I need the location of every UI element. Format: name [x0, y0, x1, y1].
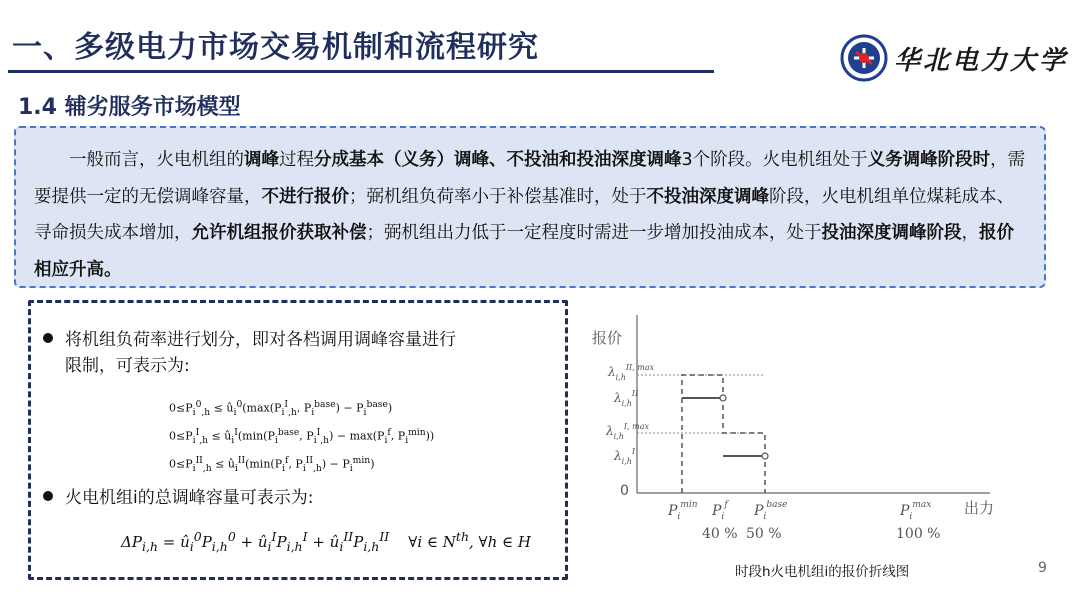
y-axis-label: 报价 — [592, 329, 623, 347]
page-number: 9 — [1038, 560, 1047, 576]
x-tick-pmax: $P_i^{max}$ — [900, 500, 932, 522]
bullet-partition: 将机组负荷率进行划分，即对各档调用调峰容量进行 限制，可表示为: — [43, 327, 563, 379]
x-tick-pf: $P_i^f$ — [712, 500, 728, 522]
emblem-icon — [840, 34, 888, 82]
x-tick-pct-100: 100 % — [896, 526, 941, 542]
bid-upper-bound — [682, 375, 765, 493]
total-capacity-formula: $\Delta P_{i,h}$ = $û_i^0P_{i,h}^0$ + $û_i^IP_{i,h}^I$ + $û_i^{II}P_{i,h}^{II}$ ∀i ∈ $N^{th}$, ∀h ∈ H — [121, 529, 531, 554]
formula-tier2: $0\le P_i^{II}_{,h}$ ≤ $û_i^{II}(\min(P_i^f$, $P_i^{II}_{,h}) - P_i^{min}$) — [169, 455, 375, 474]
method-box — [28, 300, 568, 580]
y-tick-zero: 0 — [620, 483, 629, 499]
bullet-icon — [43, 491, 53, 501]
open-point-tier1 — [762, 453, 768, 459]
bullet-icon — [43, 333, 53, 343]
y-tick-l1max: $\lambda_{i,h}^{I, max}$ — [606, 422, 649, 441]
figure-caption: 时段h火电机组i的报价折线图 — [735, 564, 910, 580]
x-tick-pct-50: 50 % — [746, 526, 782, 542]
university-name: 华北电力大学 — [894, 46, 1069, 76]
x-tick-pmin: $P_i^{min}$ — [668, 500, 698, 522]
capacity-constraints — [169, 391, 549, 475]
y-tick-l2: $\lambda_{i,h}^{II}$ — [614, 389, 639, 408]
y-tick-l1: $\lambda_{i,h}^I$ — [614, 447, 636, 466]
bullet-total: 火电机组i的总调峰容量可表示为: — [43, 485, 313, 511]
intro-paragraph: 一般而言，火电机组的调峰过程分成基本（义务）调峰、不投油和投油深度调峰3个阶段。火电机组处于义务调峰阶段时，需要提供一定的无偿调峰容量，不进行报价；弼机组负荷率小于补偿基准时，处于不投油深度调峰阶段，火电机组单位煤耗成本、寻命损失成本增加，允许机组报价获取补偿；弼机组出力低于一定程度时需进一步增加投油成本，处于投油深度调峰阶段，报价相应升高。 — [34, 150, 1026, 280]
university-logo — [840, 34, 1069, 84]
x-tick-pct-40: 40 % — [702, 526, 738, 542]
page-title: 一、多级电力市场交易机制和流程研究 — [12, 30, 539, 65]
bid-price-chart — [580, 305, 1000, 555]
x-tick-pbase: $P_i^{base}$ — [754, 500, 788, 522]
section-title: 1.4 辅劣服务市场模型 — [18, 95, 241, 120]
y-tick-l2max: $\lambda_{i,h}^{II, max}$ — [608, 363, 655, 382]
title-underline — [8, 70, 714, 73]
intro-box — [14, 126, 1046, 288]
open-point-tier2 — [720, 395, 726, 401]
formula-basic: $0\le P_i^0_{,h}$ ≤ $û_i^0(\max(P_i^I_{,h}$, $P_i^{base}) - P_i^{base}$) — [169, 399, 393, 418]
formula-tier1: $0\le P_i^I_{,h}$ ≤ $û_i^I(\min(P_i^{base}$, $P_i^I_{,h}) - \max(P_i^f$, $P_i^{min}$)) — [169, 427, 435, 446]
x-axis-label: 出力 — [964, 499, 995, 517]
